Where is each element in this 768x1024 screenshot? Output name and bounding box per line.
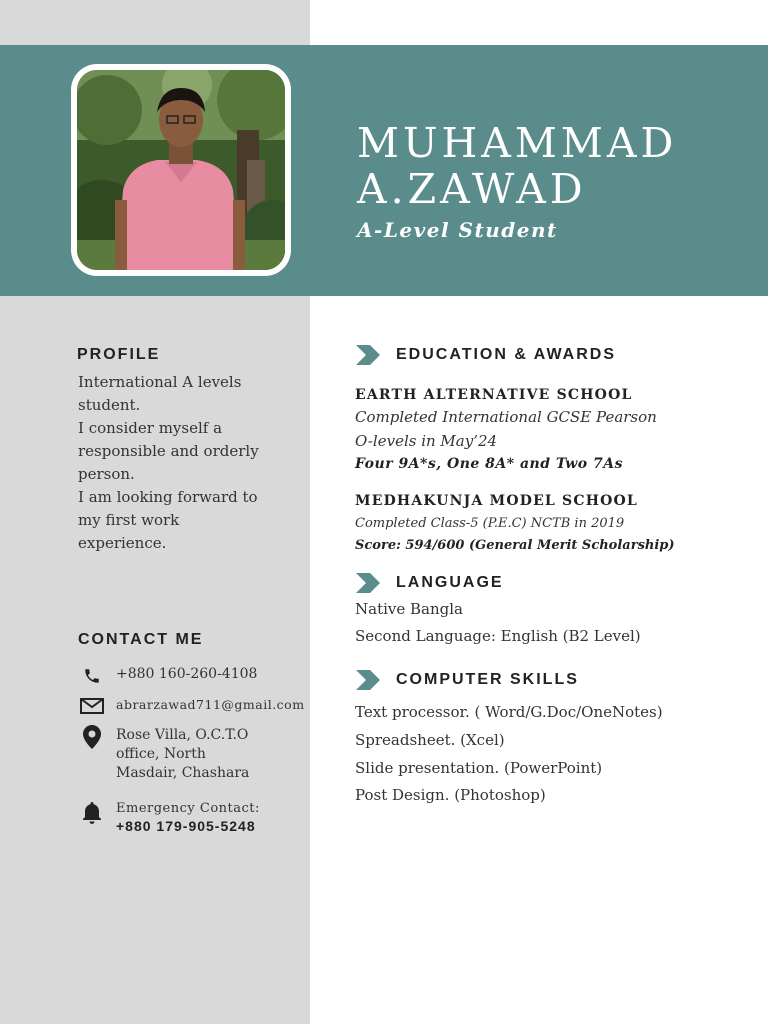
emergency-contact-row [78, 800, 260, 836]
school-detail: Completed Class-5 (P.E.C) NCTB in 2019 [355, 516, 625, 531]
school-result: Four 9A*s, One 8A* and Two 7As [355, 456, 623, 472]
skills-section-header [356, 670, 579, 690]
profile-line: I am looking forward to [78, 488, 258, 506]
school-name: EARTH ALTERNATIVE SCHOOL [355, 387, 633, 403]
bell-icon [78, 800, 106, 826]
job-title: A-Level Student [357, 218, 558, 242]
contact-address-row [78, 726, 249, 783]
skills-heading: COMPUTER SKILLS [396, 671, 579, 688]
mail-icon [78, 695, 106, 717]
name-line-2: A.ZAWAD [357, 165, 587, 213]
profile-line: experience. [78, 534, 167, 552]
skill-item: Text processor. ( Word/G.Doc/OneNotes) [355, 703, 663, 721]
profile-line: my first work [78, 511, 180, 529]
skill-item: Post Design. (Photoshop) [355, 786, 546, 804]
school-detail: Completed International GCSE Pearson [355, 408, 657, 426]
language-item: Second Language: English (B2 Level) [355, 627, 641, 645]
school-result: Score: 594/600 (General Merit Scholarship) [355, 538, 675, 553]
language-heading: LANGUAGE [396, 574, 504, 591]
chevron-right-icon [356, 345, 382, 365]
contact-email-row [78, 695, 305, 717]
profile-photo-frame [71, 64, 291, 276]
address-line: Rose Villa, O.C.T.O [116, 727, 249, 743]
phone-icon [78, 665, 106, 687]
profile-heading: PROFILE [77, 346, 161, 363]
contact-heading: CONTACT ME [78, 631, 204, 648]
profile-line: person. [78, 465, 135, 483]
contact-phone-row [78, 665, 257, 687]
profile-photo [77, 70, 285, 270]
emergency-phone[interactable]: +880 179-905-5248 [116, 818, 256, 834]
chevron-right-icon [356, 573, 382, 593]
emergency-contact [116, 800, 260, 836]
name-line-1: MUHAMMAD [357, 119, 678, 167]
profile-line: student. [78, 396, 141, 414]
profile-line: International A levels [78, 373, 242, 391]
emergency-label: Emergency Contact: [116, 801, 260, 816]
address-line: Masdair, Chashara [116, 765, 250, 781]
skill-item: Slide presentation. (PowerPoint) [355, 759, 603, 777]
profile-line: responsible and orderly [78, 442, 259, 460]
skill-item: Spreadsheet. (Xcel) [355, 731, 505, 749]
contact-phone[interactable]: +880 160-260-4108 [116, 666, 258, 682]
school-detail: O-levels in May’24 [355, 432, 498, 450]
language-item: Native Bangla [355, 600, 463, 618]
school-name: MEDHAKUNJA MODEL SCHOOL [355, 493, 638, 509]
full-name [357, 120, 677, 212]
contact-address [116, 726, 249, 783]
chevron-right-icon [356, 670, 382, 690]
profile-line: I consider myself a [78, 419, 223, 437]
profile-text [78, 371, 283, 555]
language-section-header [356, 573, 504, 593]
contact-email[interactable]: abrarzawad711@gmail.com [116, 697, 305, 712]
location-pin-icon [78, 726, 106, 748]
address-line: office, North [116, 746, 206, 762]
education-section-header [356, 345, 616, 365]
education-heading: EDUCATION & AWARDS [396, 346, 616, 363]
